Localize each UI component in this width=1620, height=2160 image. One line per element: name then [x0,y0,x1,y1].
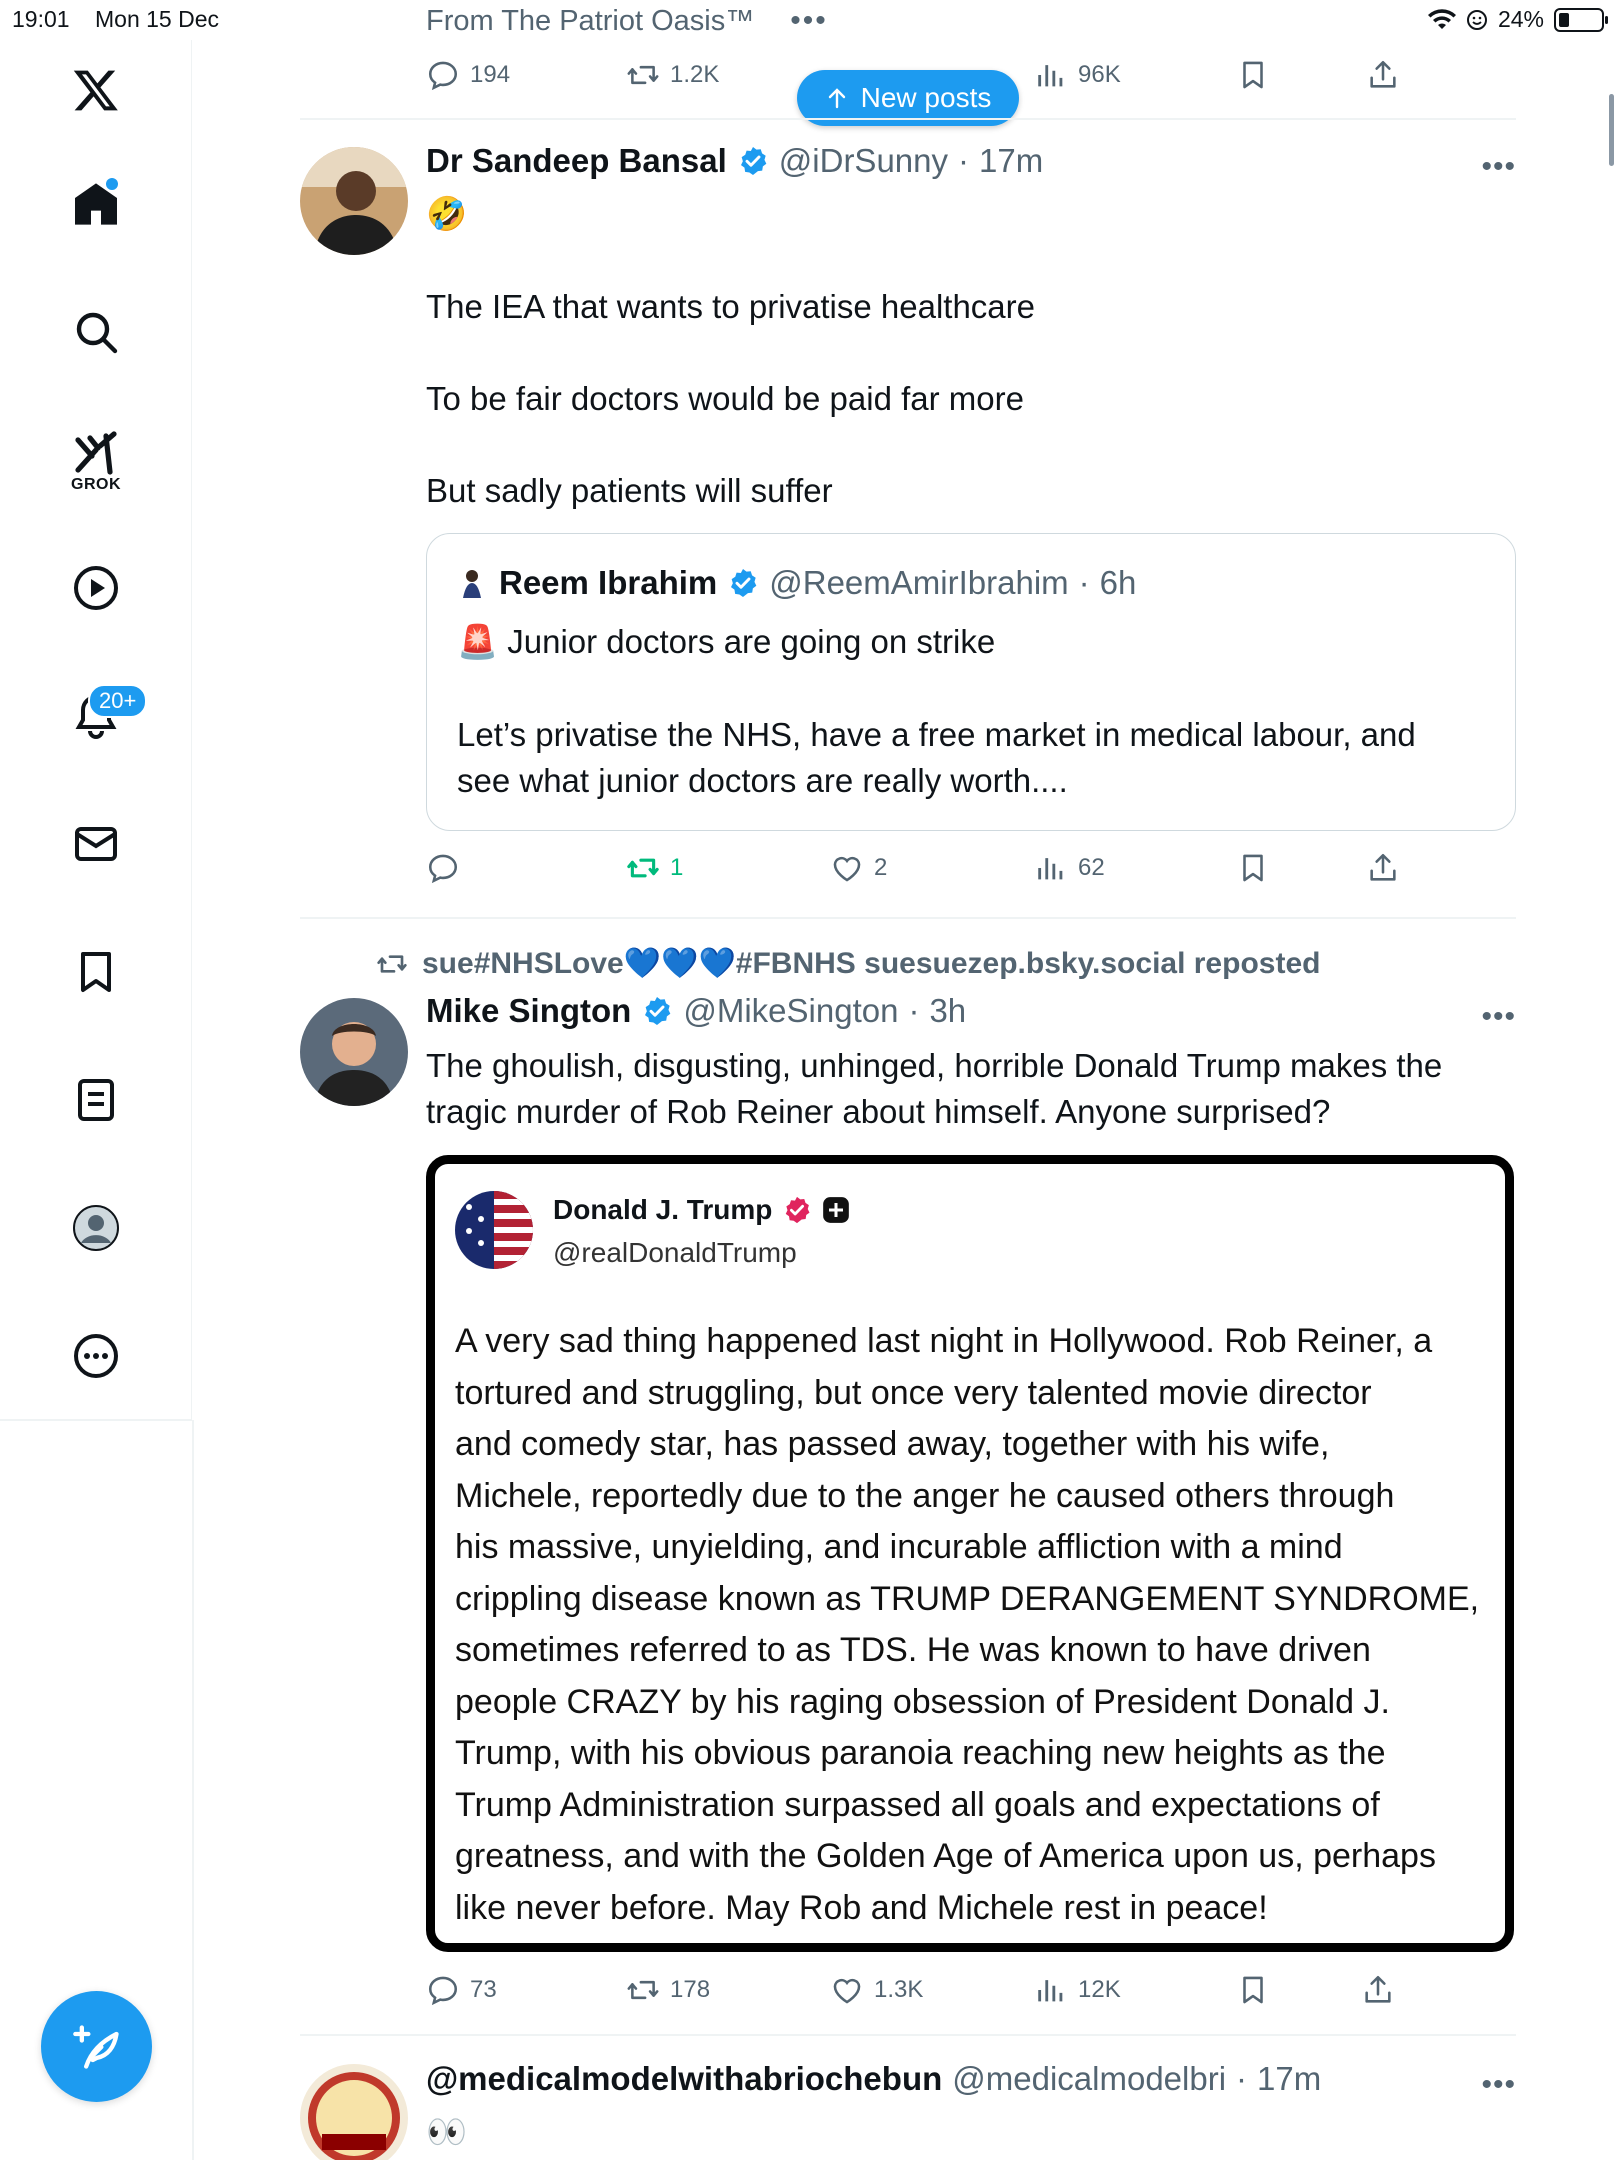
nav-explore[interactable] [60,296,132,368]
post-text-line: To be fair doctors would be paid far more [426,380,1024,417]
repost-icon [626,58,660,92]
reply-button[interactable] [426,851,470,885]
post3-header: @medicalmodelwithabriochebun @medicalmodelbri · 17m [426,2060,1322,2097]
repost-count: 178 [670,1976,711,2003]
post-divider [300,917,1516,919]
post-more-icon[interactable]: ••• [1481,1000,1516,1033]
wifi-icon [1428,9,1456,31]
compose-button[interactable] [41,1991,152,2102]
post-divider [300,118,1516,120]
list-icon [72,1076,120,1124]
heart-icon [830,1973,864,2007]
share-icon [1366,851,1400,885]
bookmark-button[interactable] [1236,851,1270,885]
post-image[interactable] [426,1155,1514,1952]
post2-header: Mike Sington @MikeSington · 3h [426,992,967,1029]
views-chart-icon [1034,58,1068,92]
share-button[interactable] [1366,58,1400,92]
quote-text-line: see what junior doctors are really worth.... [457,762,1068,799]
quote-author-name: Reem Ibrahim [499,564,718,601]
repost-icon [626,851,660,885]
reply-count: 73 [470,1976,497,2003]
avatar-medicalmodel[interactable] [300,2064,408,2160]
post1-actions [426,851,1386,891]
post-text-line: But sadly patients will suffer [426,472,833,509]
battery-percent: 24% [1497,6,1544,32]
heart-icon [830,851,864,885]
bookmark-icon [1236,58,1270,92]
post-emoji: 🤣 [426,195,468,232]
nav-video[interactable] [60,552,132,624]
nav-more[interactable] [60,1320,132,1392]
post-text-line: tragic murder of Rob Reiner about himself. Anyone surprised? [426,1093,1331,1130]
like-count: 2 [874,854,888,881]
reply-button[interactable] [426,1973,497,2007]
focus-icon [1466,9,1488,31]
reposted-by-text[interactable]: sue#NHSLove💙💙💙#FBNHS suesuezep.bsky.social reposted [422,947,1321,980]
notification-badge: 20+ [88,684,147,718]
mail-icon [72,820,120,868]
author-name[interactable]: @medicalmodelwithabriochebun [426,2060,943,2097]
more-circle-icon [72,1332,120,1380]
bookmark-icon [72,948,120,996]
play-icon [72,564,120,612]
nav-home[interactable] [60,168,132,240]
nav-profile[interactable] [60,1192,132,1264]
scrollbar[interactable] [1609,94,1614,166]
post-time[interactable]: 3h [929,992,967,1029]
column-divider [192,1420,194,2160]
reply-icon [426,58,460,92]
repost-icon [626,1973,660,2007]
post1-header: Dr Sandeep Bansal @iDrSunny · 17m [426,142,1044,179]
quote-header: Reem Ibrahim @ReemAmirIbrahim · 6h [455,564,1136,602]
post-divider [300,2034,1516,2036]
verified-badge-icon [782,1195,812,1225]
quote-text-line: 🚨 Junior doctors are going on strike [457,623,996,660]
reposted-by-line [376,946,1320,981]
image-author-name: Donald J. Trump [553,1194,850,1226]
grok-icon [72,430,120,478]
share-icon [1361,1973,1395,2007]
image-text: A very sad thing happened last night in Hollywood. Rob Reiner, a tortured and struggling, but once very talented movie director and comedy star, has passed away, together with his wife, Michele, reportedly due to the anger he caused others through his massive, unyielding, and incurable affliction with a mind crippling disease known as TRUMP DERANGEMENT SYNDROME, sometimes referred to as TDS. He was known to have driven people CRAZY by his raging obsession of President Donald J. Trump, with his obvious paranoia reaching new heights as the Trump Administration surpassed all goals and expectations of greatness, and with the Golden Age of America upon us, perhaps like never before. May Rob and Michele rest in peace! [455,1322,1480,1927]
top-post-context [426,4,828,38]
home-unread-dot [106,178,118,190]
views-chart-icon [1034,851,1068,885]
avatar-sandeep[interactable] [300,147,408,255]
profile-avatar-icon [72,1204,120,1252]
quoted-post[interactable] [426,533,1516,831]
bookmark-button[interactable] [1236,58,1270,92]
reply-count: 194 [470,61,511,88]
like-count: 1.3K [874,1976,924,2003]
from-label: From The Patriot Oasis™ [426,4,755,37]
views-count: 12K [1078,1976,1121,2003]
views-button[interactable] [1034,1973,1121,2007]
reply-icon [426,851,460,885]
quote-time: 6h [1099,564,1137,601]
views-chart-icon [1034,1973,1068,2007]
post-more-icon[interactable]: ••• [1481,2068,1516,2101]
author-handle[interactable]: @MikeSington [683,992,899,1029]
grok-label: GROK [71,476,121,493]
post-more-icon[interactable]: ••• [1481,150,1516,183]
like-button[interactable] [830,851,887,885]
reply-button[interactable] [426,58,510,92]
views-button[interactable] [1034,851,1105,885]
repost-button[interactable] [626,851,683,885]
share-icon [1366,58,1400,92]
post-time[interactable]: 17m [979,142,1044,179]
plus-icon [822,1196,850,1224]
status-time: 19:01 [12,6,70,32]
post-time[interactable]: 17m [1257,2060,1322,2097]
author-name[interactable]: Dr Sandeep Bansal [426,142,727,179]
nav-bookmarks[interactable] [60,936,132,1008]
verified-badge-icon [641,995,673,1027]
views-count: 62 [1078,854,1105,881]
repost-icon [376,948,408,980]
image-author-handle: @realDonaldTrump [553,1237,797,1268]
post-emoji: 👀 [426,2113,468,2150]
quote-author-handle: @ReemAmirIbrahim [769,564,1069,601]
quote-text-line: Let’s privatise the NHS, have a free market in medical labour, and [457,716,1416,753]
author-handle[interactable]: @iDrSunny [778,142,949,179]
search-icon [72,308,120,356]
compose-feather-icon [71,2021,123,2073]
views-button[interactable] [1034,58,1121,92]
nav-messages[interactable] [60,808,132,880]
share-button[interactable] [1366,851,1400,885]
post-text-line: The IEA that wants to privatise healthcare [426,288,1036,325]
post2-actions [426,1973,1386,2013]
like-button[interactable] [830,1973,923,2007]
x-logo-icon[interactable] [60,54,132,126]
more-dots-icon[interactable]: ••• [790,4,828,37]
arrow-up-icon [825,86,849,110]
reply-icon [426,1973,460,2007]
sidebar-divider [0,1419,192,1421]
avatar-mike[interactable] [300,998,408,1106]
battery-icon [1554,8,1604,32]
repost-button[interactable] [626,58,719,92]
share-button[interactable] [1361,1973,1395,2007]
repost-count: 1.2K [670,61,720,88]
bookmark-icon [1236,1973,1270,2007]
author-handle[interactable]: @medicalmodelbri [952,2060,1227,2097]
bookmark-button[interactable] [1236,1973,1270,2007]
author-name[interactable]: Mike Sington [426,992,632,1029]
views-count: 96K [1078,61,1121,88]
verified-badge-icon [737,145,769,177]
nav-lists[interactable] [60,1064,132,1136]
bookmark-icon [1236,851,1270,885]
status-date: Mon 15 Dec [95,6,220,32]
trump-avatar [455,1191,533,1269]
avatar-reem [455,566,489,600]
verified-badge-icon [727,567,759,599]
repost-button[interactable] [626,1973,710,2007]
new-posts-label: New posts [860,82,992,113]
repost-count: 1 [670,854,684,881]
post-text-line: The ghoulish, disgusting, unhinged, horrible Donald Trump makes the [426,1047,1443,1084]
